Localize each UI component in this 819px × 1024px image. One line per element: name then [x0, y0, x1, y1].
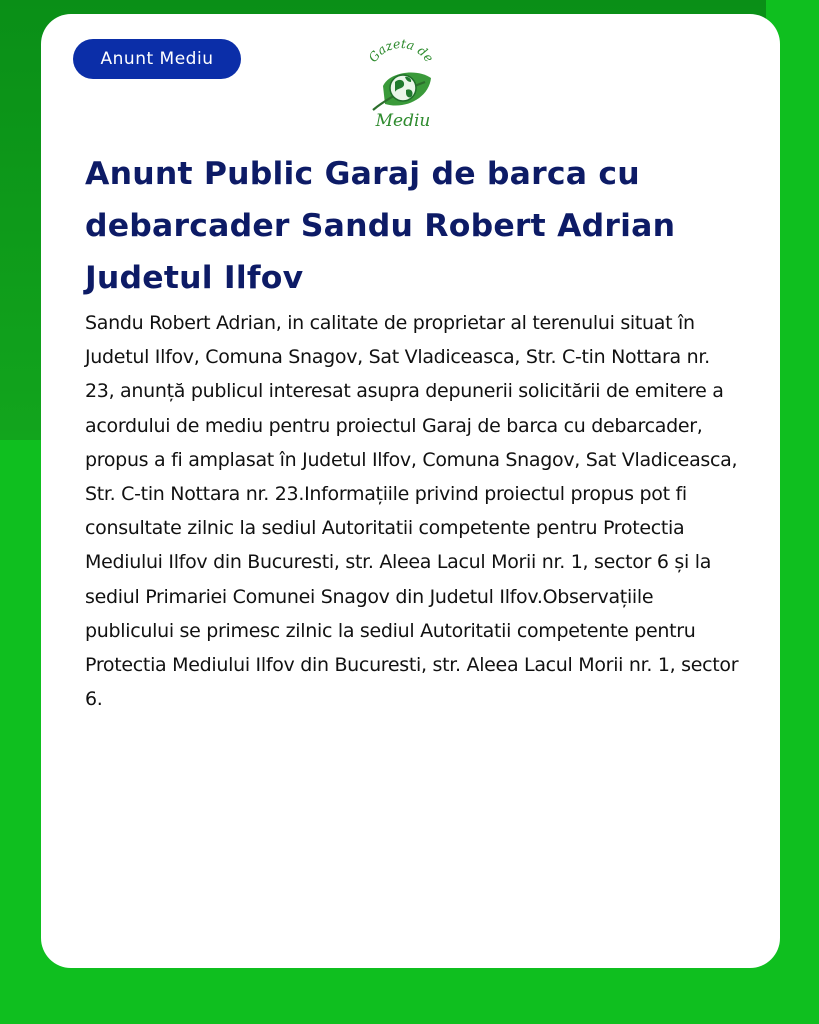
logo-bottom-text: Mediu — [375, 111, 431, 130]
globe-leaf-icon — [359, 38, 443, 130]
announcement-title: Anunt Public Garaj de barca cu debarcader Sandu Robert Adrian Judetul Ilfov — [85, 156, 676, 296]
logo-top-text: Gazeta de — [365, 38, 437, 65]
gazeta-de-mediu-logo — [359, 38, 443, 130]
announcement-body: Sandu Robert Adrian, in calitate de proprietar al terenului situat în Judetul Ilfov, Comuna Snagov, Sat Vladiceasca, Str. C-tin Nottara nr. 23, anunță publicul interesat asupra depunerii solicitării de emitere a acordului de mediu pentru proiectul Garaj de barca cu debarcader, propus a fi amplasat în Judetul Ilfov, Comuna Snagov, Sat Vladiceasca, Str. C-tin Nottara nr. 23.Informațiile privind proiectul propus pot fi consultate zilnic la sediul Autoritatii competente pentru Protectia Mediului Ilfov din Bucuresti, str. Aleea Lacul Morii nr. 1, sector 6 și la sediul Primariei Comunei Snagov din Judetul Ilfov.Observațiile publicului se primesc zilnic la sediul Autoritatii competente pentru Protectia Mediului Ilfov din Bucuresti, str. Aleea Lacul Morii nr. 1, sector 6. — [85, 312, 739, 711]
announcement-card — [41, 14, 780, 968]
svg-text:Gazeta de — [365, 38, 437, 65]
category-badge[interactable]: Anunt Mediu — [73, 39, 241, 79]
